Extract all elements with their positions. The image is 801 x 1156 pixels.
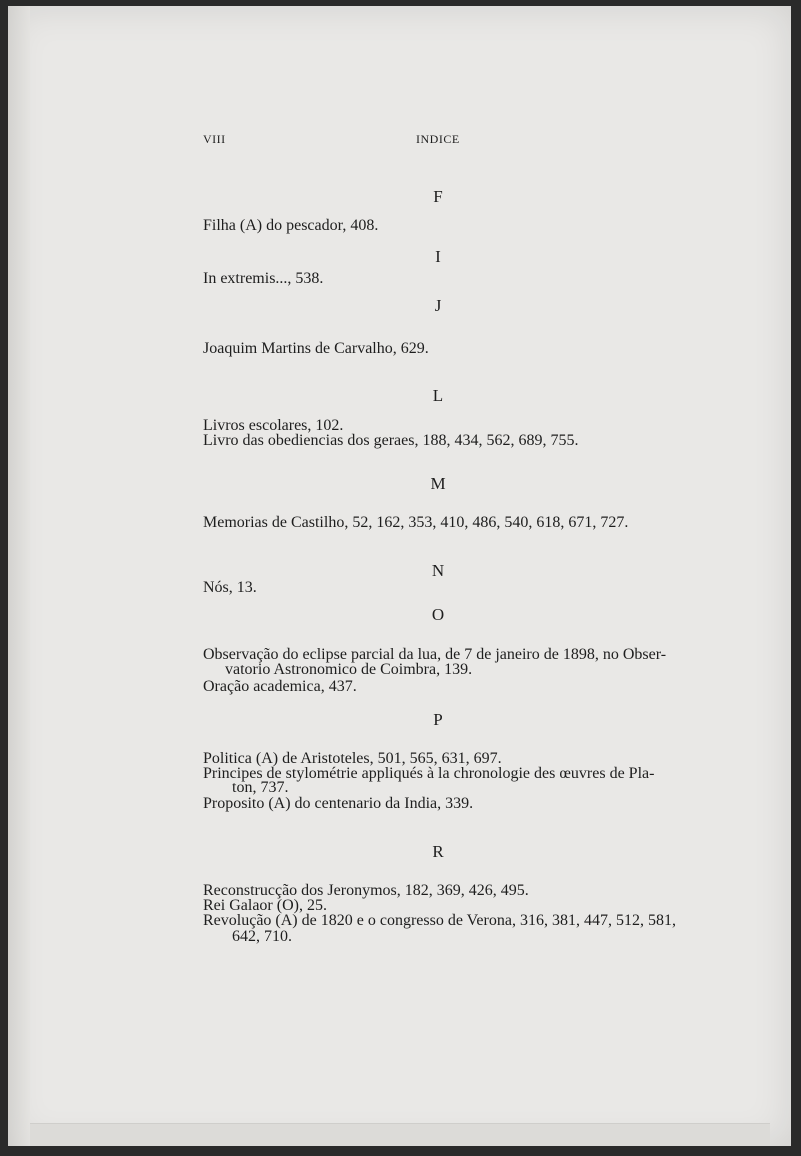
section-letter-p: P — [433, 710, 443, 729]
section-letter-f: F — [433, 187, 443, 206]
section-letter-l: L — [432, 386, 444, 405]
section-letter-o: O — [431, 605, 445, 624]
index-entry: Revolução (A) de 1820 e o congresso de Verona, 316, 381, 447, 512, 581, — [203, 912, 676, 929]
index-entry: Observação do eclipse parcial da lua, de 7 de janeiro de 1898, no Obser- — [203, 646, 667, 663]
index-entry: Politica (A) de Aristoteles, 501, 565, 631, 697. — [203, 750, 502, 767]
section-letter-n: N — [431, 561, 445, 580]
index-entry: In extremis..., 538. — [203, 270, 324, 287]
section-letter-r: R — [432, 842, 444, 861]
index-entry: Oração academica, 437. — [203, 678, 357, 695]
index-entry: Principes de stylométrie appliqués à la chronologie des œuvres de Pla- — [203, 765, 655, 782]
index-entry-continuation: ton, 737. — [232, 779, 289, 796]
index-entry: Nós, 13. — [203, 579, 257, 596]
index-entry: Livro das obediencias dos geraes, 188, 434, 562, 689, 755. — [203, 432, 579, 449]
index-entry: Proposito (A) do centenario da India, 339. — [203, 795, 474, 812]
section-letter-m: M — [430, 474, 446, 493]
index-entry: Filha (A) do pescador, 408. — [203, 217, 379, 234]
index-entry-continuation: vatorio Astronomico de Coimbra, 139. — [225, 661, 473, 678]
running-title: INDICE — [416, 132, 460, 146]
index-entry: Reconstrucção dos Jeronymos, 182, 369, 426, 495. — [203, 882, 529, 899]
page-number: VIII — [203, 132, 226, 146]
index-entry: Livros escolares, 102. — [203, 417, 344, 434]
index-entry: Joaquim Martins de Carvalho, 629. — [203, 340, 429, 357]
index-entry: Memorias de Castilho, 52, 162, 353, 410, 486, 540, 618, 671, 727. — [203, 514, 629, 531]
section-letter-i: I — [435, 247, 441, 266]
section-letter-j: J — [434, 296, 442, 315]
index-entry: Rei Galaor (O), 25. — [203, 897, 327, 914]
index-entry-continuation: 642, 710. — [232, 928, 292, 945]
